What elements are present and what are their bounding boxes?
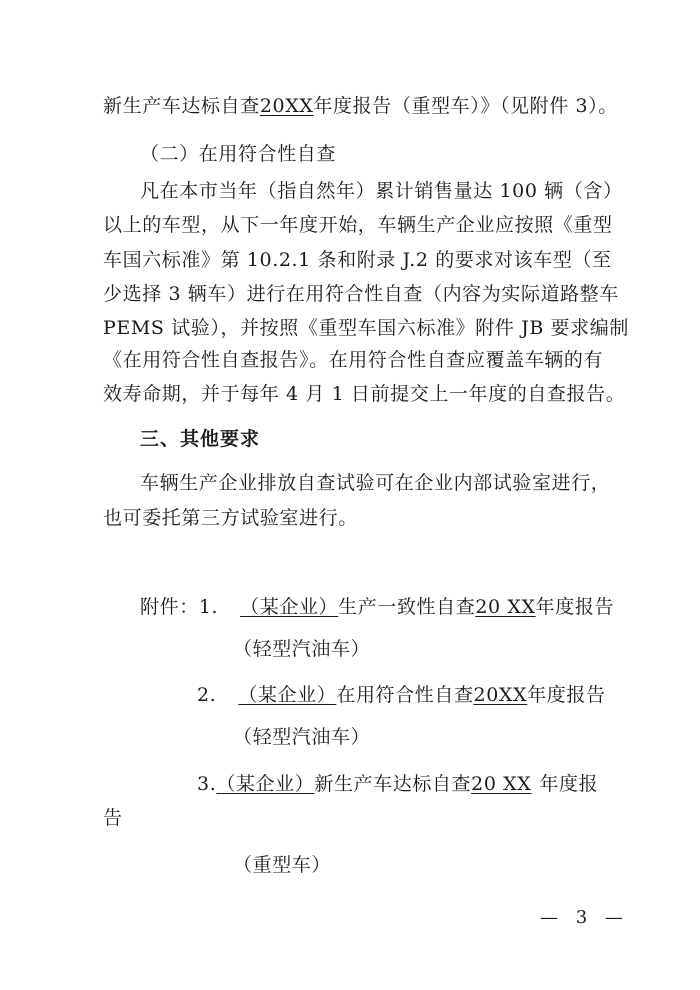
section-3-line-1: 车辆生产企业排放自查试验可在企业内部试验室进行， <box>140 472 611 494</box>
attachment-3-subtitle: （重型车） <box>233 854 332 876</box>
section-2-line-7: 效寿命期，并于每年 4 月 1 日前提交上一年度的自查报告。 <box>103 383 626 405</box>
attachment-year: 20 XX <box>475 596 536 618</box>
attachment-number: 3. <box>197 773 217 795</box>
attachment-3-wrap: 告 <box>103 807 123 829</box>
section-3-line-2: 也可委托第三方试验室进行。 <box>103 507 358 529</box>
intro-year-underlined: 20XX <box>259 95 314 117</box>
attachment-year: 20 XX <box>471 773 532 795</box>
section-2-line-5: PEMS 试验），并按照《重型车国六标准》附件 JB 要求编制 <box>103 317 629 339</box>
attachment-title-b: 年度报 <box>539 773 599 795</box>
attachment-company: （某企业） <box>216 773 315 795</box>
attachment-company: （某企业） <box>240 596 339 618</box>
attachment-item-1 <box>140 594 614 620</box>
attachment-item-3 <box>197 771 598 797</box>
intro-line <box>103 93 618 119</box>
attachment-title-b: 年度报告 <box>535 596 615 618</box>
section-2-line-3: 车国六标准》第 10.2.1 条和附录 J.2 的要求对该车型（至 <box>103 249 612 271</box>
attachment-title-a: 在用符合性自查 <box>336 684 474 706</box>
page-number: — 3 — <box>540 907 629 928</box>
attachment-company: （某企业） <box>238 684 337 706</box>
attachment-title-b: 年度报告 <box>527 684 606 706</box>
intro-text-b: 年度报告（重型车）》（见附件 3）。 <box>313 95 618 117</box>
attachment-year: 20XX <box>473 684 528 706</box>
section-2-line-1: 凡在本市当年（指自然年）累计销售量达 100 辆（含） <box>140 180 623 202</box>
section-2-heading: （二）在用符合性自查 <box>140 143 337 165</box>
section-2-line-2: 以上的车型，从下一年度开始，车辆生产企业应按照《重型 <box>103 214 613 236</box>
attachment-title-a: 新生产车达标自查 <box>314 773 472 795</box>
section-2-line-6: 《在用符合性自查报告》。在用符合性自查应覆盖车辆的有 <box>103 349 604 371</box>
attachments-label: 附件： <box>140 596 199 618</box>
attachment-1-subtitle: （轻型汽油车） <box>233 638 371 660</box>
attachment-title-a: 生产一致性自查 <box>338 596 476 618</box>
section-3-heading: 三、其他要求 <box>140 428 261 450</box>
attachment-number: 1. <box>198 596 219 618</box>
section-2-line-4: 少选择 3 辆车）进行在用符合性自查（内容为实际道路整车 <box>103 283 619 305</box>
intro-text-a: 新生产车达标自查 <box>103 95 260 117</box>
attachment-item-2 <box>197 682 606 708</box>
attachment-2-subtitle: （轻型汽油车） <box>233 726 371 748</box>
attachment-number: 2. <box>197 684 217 706</box>
